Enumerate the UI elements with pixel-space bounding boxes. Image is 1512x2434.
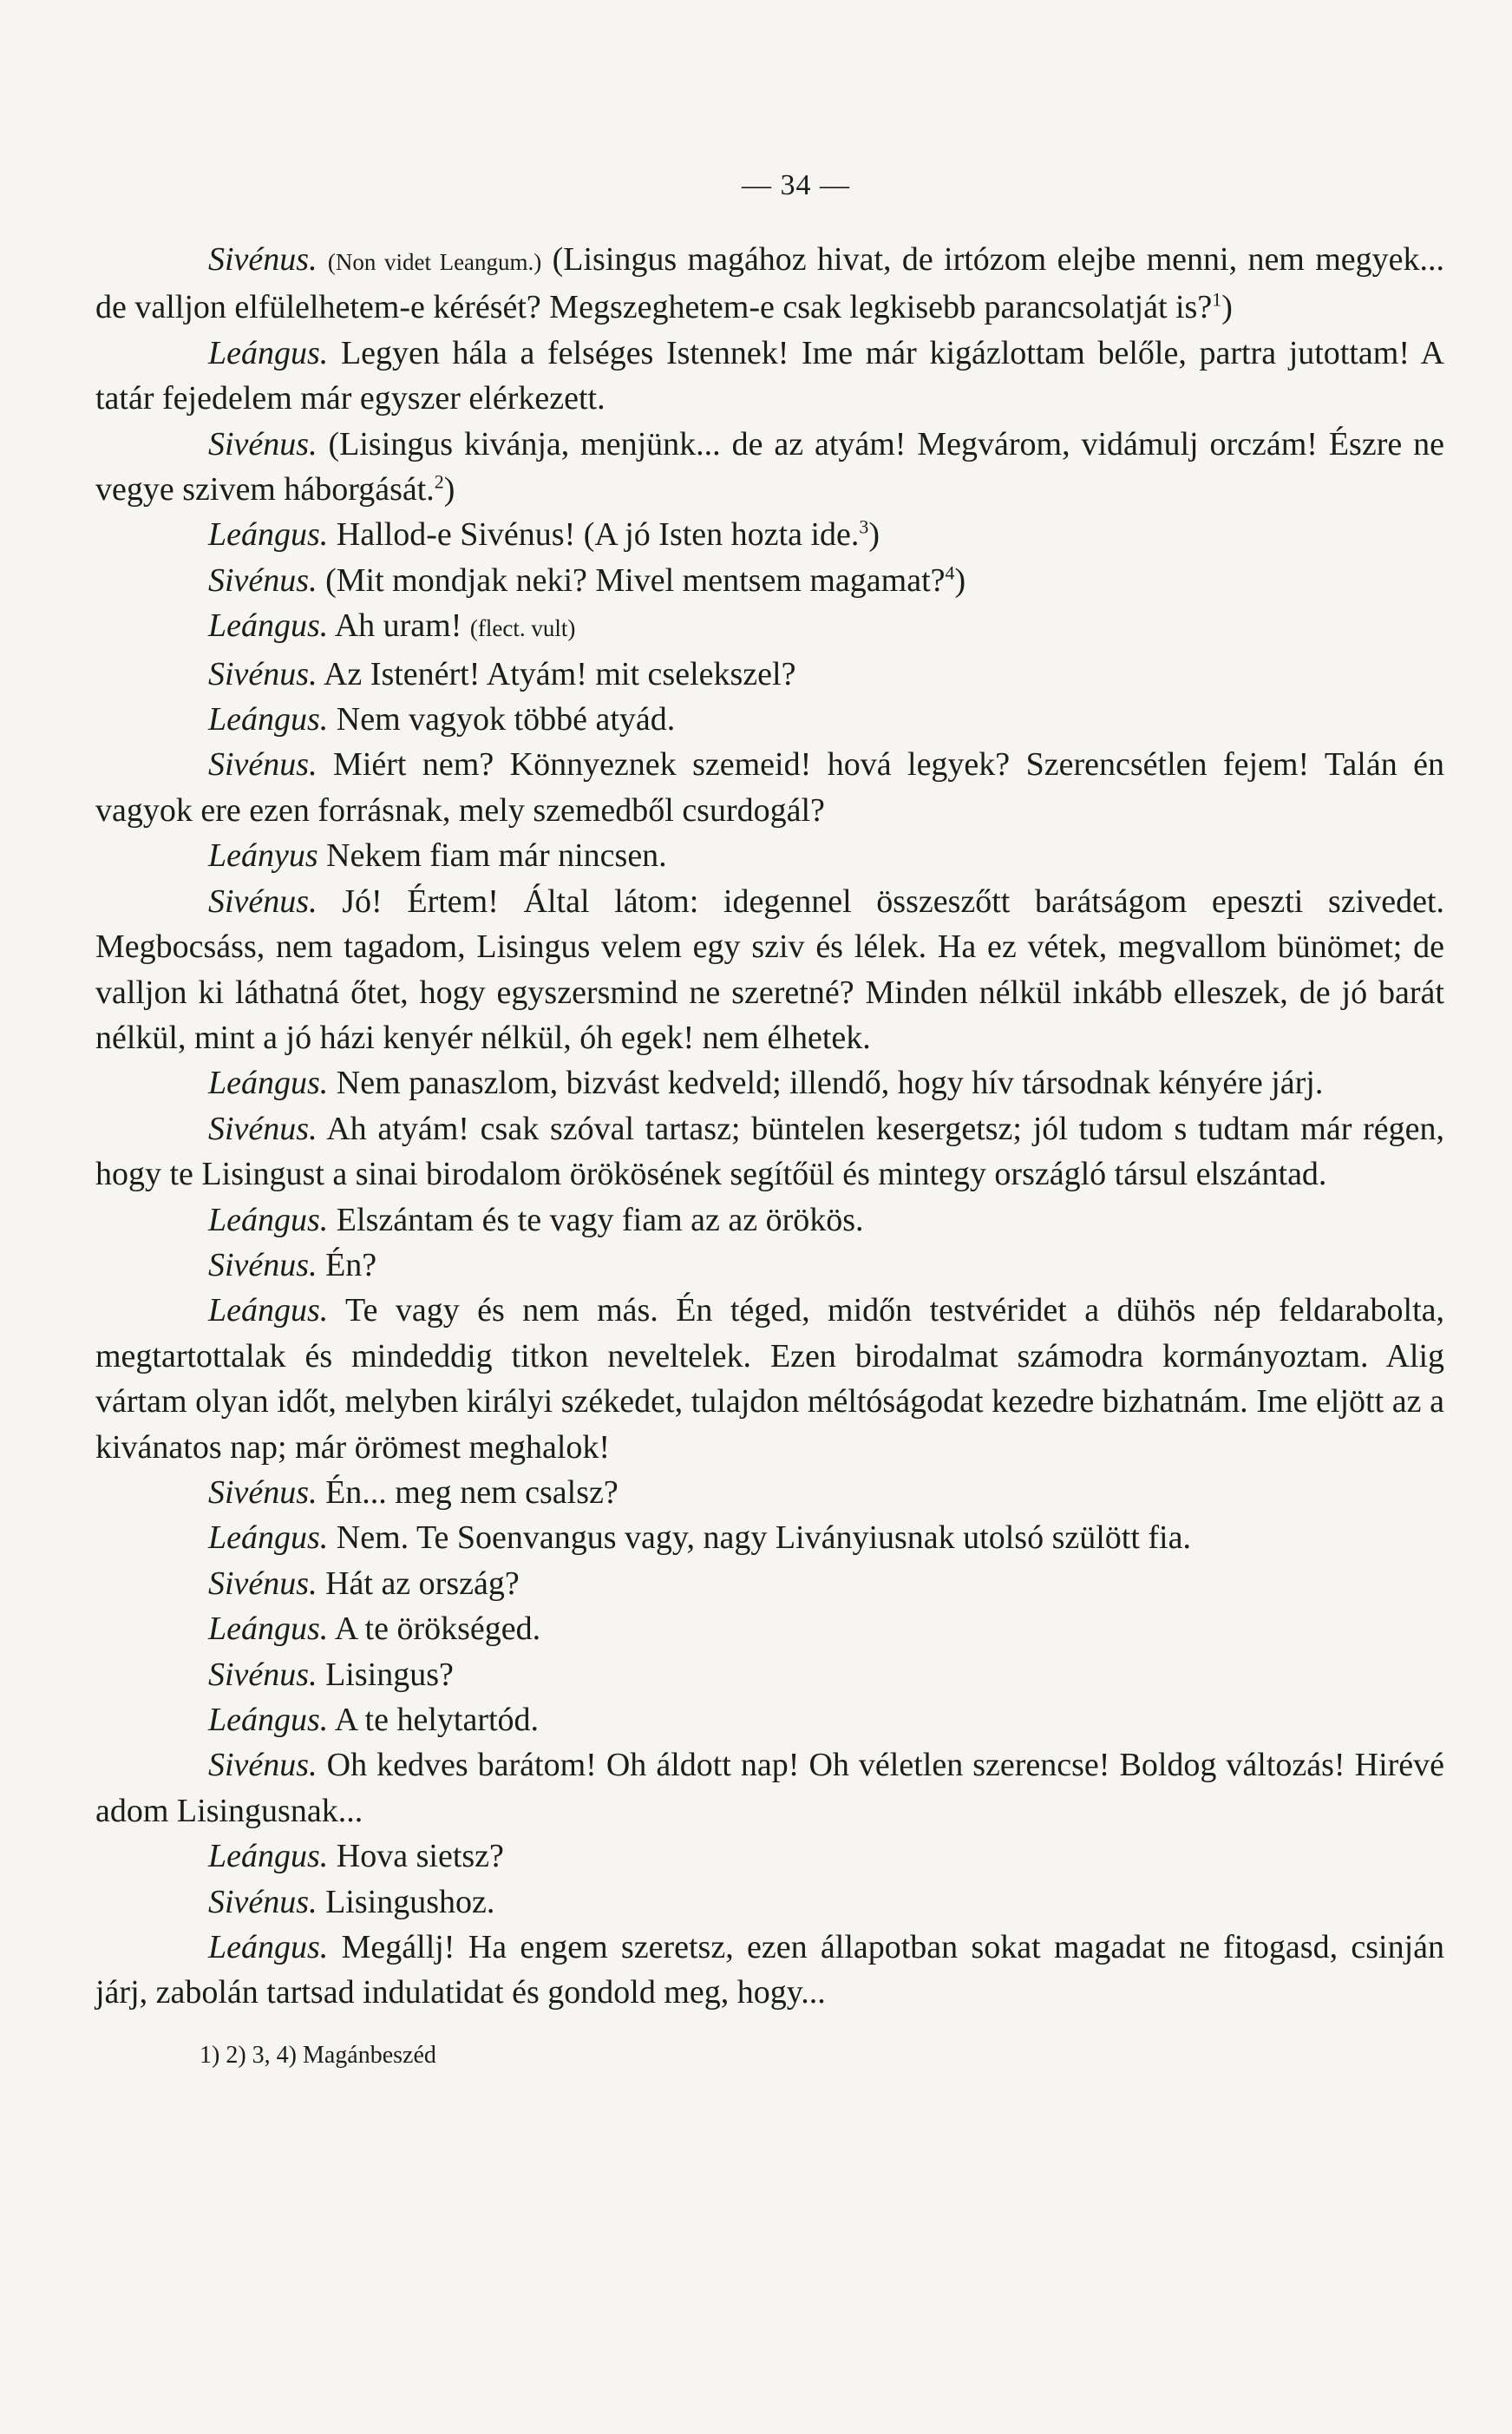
speaker-name: Leángus.	[208, 1292, 329, 1329]
speaker-name: Sivénus.	[208, 1747, 317, 1784]
dialogue-text: Jó! Értem! Által látom: idegennel összeszőtt barátságom epeszti szivedet. Megbocsáss, nem tagadom, Lisingus velem egy sziv és lélek. Ha ez vétek, megvallom bünömet; de valljon ki láthatná őtet, hogy egyszersmind ne szeretné? Minden nélkül inkább elleszek, de jó barát nélkül, mint a jó házi kenyér nélkül, óh egek! nem élhetek.	[95, 882, 1445, 1056]
speaker-name: Sivénus.	[208, 1110, 317, 1147]
speaker-name: Leángus.	[208, 1611, 329, 1648]
footnote-ref: 2	[434, 470, 444, 493]
dialogue-line	[95, 1606, 1444, 1651]
stage-direction: (Non videt Leangum.)	[327, 249, 542, 275]
page-number: — 34 —	[742, 169, 850, 201]
speaker-name: Leángus.	[208, 701, 329, 738]
dialogue-text: Ah atyám! csak szóval tartasz; büntelen kesergetsz; jól tudom s tudtam már régen, hogy te Lisingust a sinai birodalom örökösének segítőül és mintegy országló társul elszántad.	[95, 1110, 1444, 1193]
dialogue-text: Miért nem? Könnyeznek szemeid! hová legyek? Szerencsétlen fejem! Talán én vagyok ere ezen forrásnak, mely szemedből csurdogál?	[95, 746, 1445, 829]
dialogue-text: Lisingus?	[325, 1656, 454, 1693]
footnote-ref: 3	[859, 515, 869, 538]
dialogue-line	[95, 1834, 1444, 1879]
dialogue-text: Nekem fiam már nincsen.	[326, 837, 667, 875]
dialogue-text: A te helytartód.	[334, 1702, 540, 1738]
speaker-name: Sivénus.	[208, 1565, 317, 1602]
dialogue-line	[95, 1106, 1444, 1197]
dialogue-text: Nem. Te Soenvangus vagy, nagy Liványiusnak utolsó szülött fia.	[336, 1519, 1191, 1557]
dialogue-text: (Mit mondjak neki? Mivel mentsem magamat?	[325, 561, 946, 599]
dialogue-line	[95, 1742, 1444, 1834]
footnote: 1) 2) 3, 4) Magánbeszéd	[200, 2041, 436, 2069]
dialogue-text: Lisingushoz.	[325, 1883, 495, 1920]
speaker-name: Sivénus.	[208, 655, 317, 692]
dialogue-line: Sivénus. (Mit mondjak neki? Mivel mentsem magamat?$^4$)	[208, 561, 966, 599]
text-body	[95, 237, 1444, 2016]
speaker-name: Leángus.	[208, 607, 329, 645]
speaker-name: Sivénus.	[208, 425, 317, 463]
dialogue-text: Az Istenért! Atyám! mit cselekszel?	[323, 655, 796, 692]
speaker-name: Leángus.	[208, 1929, 329, 1966]
footnote-ref: 1	[1212, 288, 1222, 311]
dialogue-line	[95, 1515, 1444, 1560]
page	[95, 169, 1444, 2070]
dialogue-line: Sivénus. (Lisingus kivánja, menjünk... de az atyám! Megvárom, vidámulj orczám! Észre ne vegye szivem háborgását.$^2$)	[95, 425, 1444, 508]
dialogue-text: Hova sietsz?	[336, 1838, 504, 1875]
dialogue-line	[95, 697, 1444, 742]
speaker-name: Sivénus.	[208, 882, 317, 920]
dialogue-line	[95, 1561, 1444, 1606]
speaker-name: Sivénus.	[208, 1883, 317, 1920]
footnote-ref: 4	[945, 561, 955, 584]
speaker-name: Leángus.	[208, 1519, 329, 1557]
dialogue-text: Nem vagyok többé atyád.	[336, 701, 676, 738]
dialogue-text: Legyen hála a felséges Istennek! Ime már kigázlottam belőle, partra jutottam! A tatár fejedelem már egyszer elérkezett.	[95, 334, 1444, 417]
dialogue-line: Leángus. Hallod-e Sivénus! (A jó Isten hozta ide.$^3$)	[208, 515, 880, 554]
stage-direction: (flect. vult)	[469, 615, 576, 642]
dialogue-line	[95, 742, 1444, 833]
dialogue-line	[95, 879, 1444, 1061]
dialogue-line	[95, 1243, 1444, 1288]
dialogue-line	[95, 1197, 1444, 1243]
dialogue-line	[95, 1697, 1444, 1742]
speaker-name: Sivénus.	[208, 1473, 317, 1511]
speaker-name: Leángus.	[208, 334, 329, 371]
dialogue-line	[95, 1470, 1444, 1515]
speaker-name: Leángus.	[208, 1838, 329, 1875]
dialogue-line	[95, 652, 1444, 697]
dialogue-line	[95, 603, 1444, 651]
dialogue-line	[95, 1060, 1444, 1105]
speaker-name: Leángus.	[208, 1702, 329, 1738]
speaker-name: Sivénus.	[208, 241, 317, 278]
dialogue-line	[95, 1880, 1444, 1925]
dialogue-line	[95, 1288, 1444, 1470]
dialogue-text: Én?	[325, 1246, 377, 1283]
dialogue-line	[95, 1925, 1444, 2016]
dialogue-text: Te vagy és nem más. Én téged, midőn testvéridet a dühös nép feldarabolta, megtartottalak és mindeddig titkon neveltelek. Ezen birodalmat számodra kormányoztam. Alig vártam olyan időt, melyben királyi székedet, tulajdon méltóságodat kezedre bizhatnám. Ime eljött az a kivánatos nap; már örömest meghalok!	[95, 1292, 1444, 1466]
speaker-name: Sivénus.	[208, 561, 317, 599]
dialogue-text: Megállj! Ha engem szeretsz, ezen állapotban sokat magadat ne fitogasd, csinján járj, zabolán tartsad indulatidat és gondold meg, hogy...	[95, 1929, 1445, 2011]
speaker-name: Sivénus.	[208, 1656, 317, 1693]
dialogue-text: Ah uram!	[334, 607, 462, 645]
dialogue-text: A te örökséged.	[334, 1611, 541, 1648]
dialogue-text: Oh kedves barátom! Oh áldott nap! Oh véletlen szerencse! Boldog változás! Hirévé adom Lisingusnak...	[95, 1747, 1445, 1829]
dialogue-line	[95, 331, 1444, 422]
dialogue-text: Elszántam és te vagy fiam az az örökös.	[336, 1201, 864, 1238]
dialogue-text: Hát az ország?	[325, 1565, 520, 1602]
dialogue-text: Hallod-e Sivénus! (A jó Isten hozta ide.	[336, 516, 860, 554]
speaker-name: Leángus.	[208, 1201, 329, 1238]
speaker-name: Leángus.	[208, 516, 329, 554]
dialogue-line	[95, 1652, 1444, 1697]
dialogue-text: (Lisingus magához hivat, de irtózom elejbe menni, nem megyek... de valljon elfülelhetem-e kérését? Megszeghetem-e csak legkisebb parancsolatját is?	[95, 241, 1444, 326]
dialogue-text: (Lisingus kivánja, menjünk... de az atyám! Megvárom, vidámulj orczám! Észre ne vegye szivem háborgását.	[95, 425, 1444, 508]
dialogue-text: Én... meg nem csalsz?	[325, 1473, 619, 1511]
dialogue-line: Sivénus. (Non videt Leangum.) (Lisingus magához hivat, de irtózom elejbe menni, nem megyek... de valljon elfülelhetem-e kérését? Megszeghetem-e csak legkisebb parancsolatját is?$^1$)	[95, 241, 1444, 326]
speaker-name: Leángus.	[208, 1065, 329, 1102]
speaker-name: Sivénus.	[208, 746, 317, 784]
speaker-name: Leányus	[208, 837, 318, 875]
dialogue-text: Nem panaszlom, bizvást kedveld; illendő, hogy hív társodnak kényére járj.	[336, 1065, 1324, 1102]
dialogue-line	[95, 833, 1444, 878]
speaker-name: Sivénus.	[208, 1246, 317, 1283]
